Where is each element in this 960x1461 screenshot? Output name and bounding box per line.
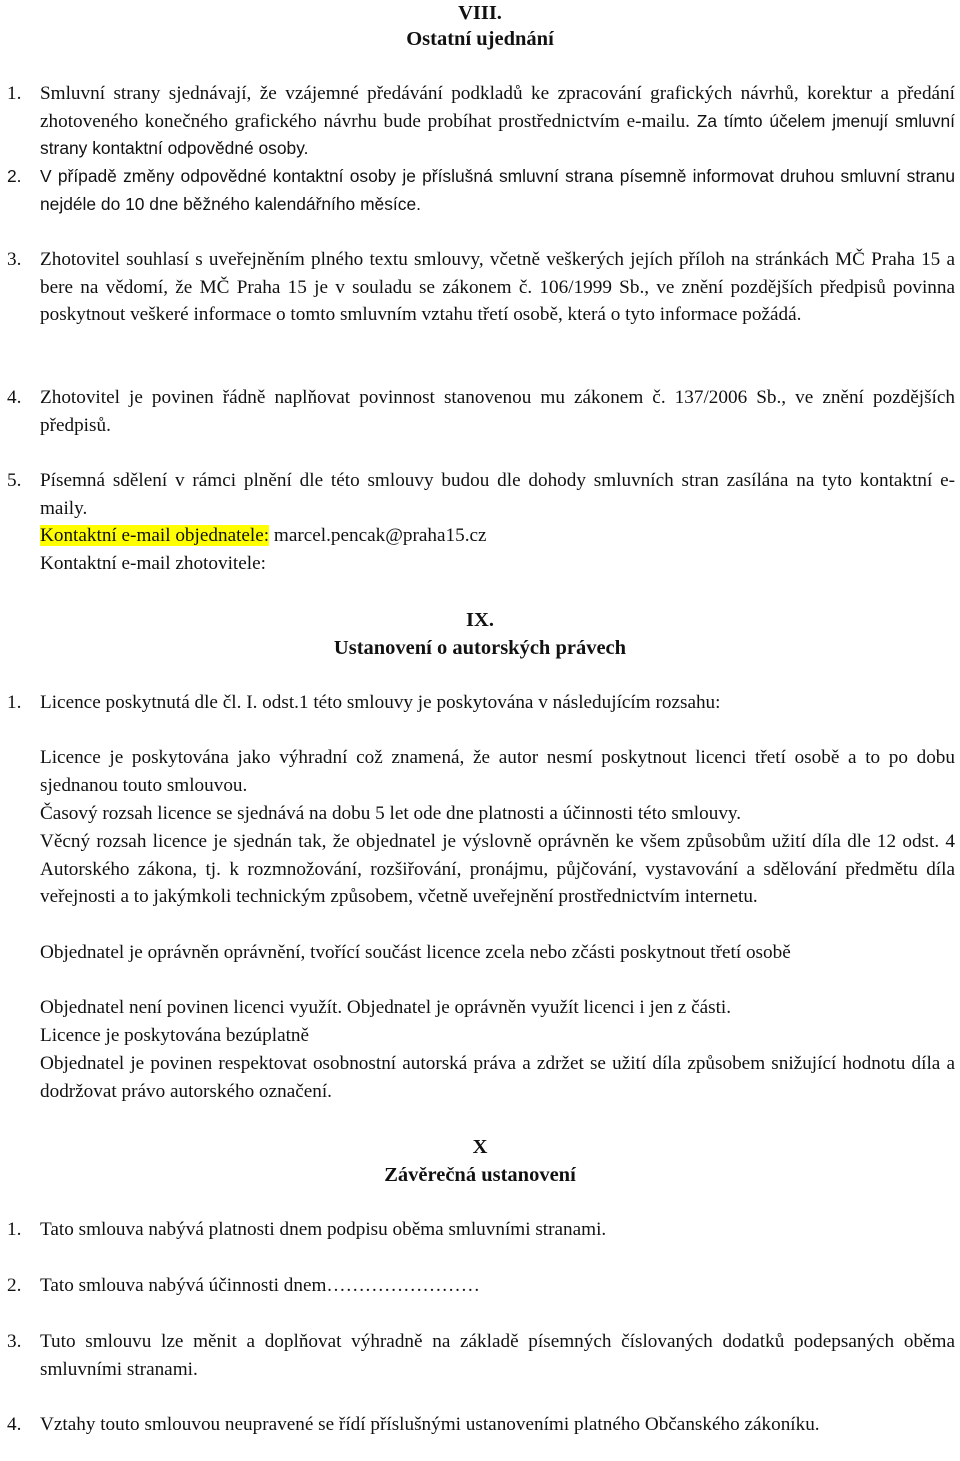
license-paragraph-4: Objednatel je oprávněn oprávnění, tvořící součást licence zcela nebo zčásti poskytnout třetí osobě bbox=[40, 942, 791, 963]
item-number: 4. bbox=[7, 1414, 22, 1435]
item-text: Zhotovitel souhlasí s uveřejněním plného textu smlouvy, včetně veškerých jejích příloh na stránkách MČ Praha 15 a bere na vědomí, že MČ Praha 15 je v souladu se zákonem č. 106/1999 Sb., ve znění pozdějších předpisů povinna poskytnout veškeré informace o tomto smluvním vztahu třetí osobě, která o tyto informace požádá. bbox=[40, 249, 955, 326]
item-text: Zhotovitel je povinen řádně naplňovat povinnost stanovenou mu zákonem č. 137/2006 Sb., ve znění pozdějších předpisů. bbox=[40, 387, 955, 436]
license-paragraph-5: Objednatel není povinen licenci využít. Objednatel je oprávněn využít licenci i jen z části. bbox=[40, 997, 732, 1018]
contact-contractor-label: Kontaktní e-mail zhotovitele: bbox=[40, 552, 266, 574]
item-number: 5. bbox=[7, 470, 22, 491]
item-number: 2. bbox=[7, 166, 22, 186]
item-number: 3. bbox=[7, 1331, 22, 1352]
item-text: Písemná sdělení v rámci plnění dle této smlouvy budou dle dohody smluvních stran zasílána na tyto kontaktní e- maily. bbox=[40, 470, 955, 519]
section-8-number: VIII. bbox=[458, 2, 502, 24]
section-8-item-3 bbox=[7, 246, 955, 329]
section-8-item-2 bbox=[7, 163, 955, 218]
section-9-item-1 bbox=[7, 689, 955, 717]
section-8-item-5 bbox=[7, 467, 955, 577]
section-10-number: X bbox=[472, 1136, 488, 1158]
section-8-item-1 bbox=[7, 80, 955, 163]
item-text: Vztahy touto smlouvou neupravené se řídí příslušnými ustanoveními platného Občanského zákoníku. bbox=[40, 1414, 820, 1435]
section-10-item-4 bbox=[7, 1411, 955, 1439]
section-10-title: Závěrečná ustanovení bbox=[384, 1164, 576, 1186]
license-paragraph-1: Licence je poskytována jako výhradní což znamená, že autor nesmí poskytnout licenci třetí osobě a to po dobu sjednanou touto smlouvou. bbox=[40, 747, 955, 796]
license-paragraph-7: Objednatel je povinen respektovat osobnostní autorská práva a zdržet se užití díla způsobem snižující hodnotu díla a dodržovat právo autorského označení. bbox=[40, 1053, 955, 1102]
section-8-item-4 bbox=[7, 384, 955, 439]
item-text: Tuto smlouvu lze měnit a doplňovat výhradně na základě písemných číslovaných dodatků podepsaných oběma smluvními stranami. bbox=[40, 1331, 955, 1380]
section-10-item-3 bbox=[7, 1328, 955, 1383]
item-number: 4. bbox=[7, 387, 22, 408]
section-9-title: Ustanovení o autorských právech bbox=[333, 637, 627, 659]
contact-client-email: marcel.pencak@praha15.cz bbox=[269, 525, 487, 547]
section-10-item-2 bbox=[7, 1272, 955, 1300]
item-text-continued: Za tímto účelem jmenují smluvní strany kontaktní odpovědné osoby. bbox=[40, 110, 955, 159]
item-number: 1. bbox=[7, 1219, 22, 1240]
item-text: Licence poskytnutá dle čl. I. odst.1 této smlouvy je poskytována v následujícím rozsahu: bbox=[40, 692, 721, 713]
item-text: Tato smlouva nabývá platnosti dnem podpisu oběma smluvními stranami. bbox=[40, 1219, 607, 1240]
section-10-item-1 bbox=[7, 1216, 955, 1244]
contact-client-label: Kontaktní e-mail objednatele: bbox=[40, 525, 270, 547]
item-text: Smluvní strany sjednávají, že vzájemné předávání podkladů ke zpracování grafických návrhů, korektur a předání zhotoveného konečného grafického návrhu bude probíhat prostřednictvím e-mailu. bbox=[40, 83, 955, 132]
contact-client-line bbox=[40, 522, 955, 550]
section-9-number: IX. bbox=[466, 609, 494, 631]
item-number: 1. bbox=[7, 83, 22, 104]
item-number: 1. bbox=[7, 692, 22, 713]
item-number: 3. bbox=[7, 249, 22, 270]
license-paragraph-6: Licence je poskytována bezúplatně bbox=[40, 1025, 310, 1046]
item-text: V případě změny odpovědné kontaktní osoby je příslušná smluvní strana písemně informovat druhou smluvní stranu nejdéle do 10 dne běžného kalendářního měsíce. bbox=[40, 166, 955, 214]
license-paragraph-2: Časový rozsah licence se sjednává na dobu 5 let ode dne platnosti a účinnosti této smlouvy. bbox=[40, 803, 742, 824]
section-8-title: Ostatní ujednání bbox=[406, 28, 554, 50]
license-paragraph-3: Věcný rozsah licence je sjednán tak, že objednatel je výslovně oprávněn ke všem způsobům užití díla dle 12 odst. 4 Autorského zákona, tj. k rozmnožování, rozšiřování, pronájmu, půjčování, vystavování a sdělování předmětu díla veřejnosti a to jakýmkoli technickým způsobem, včetně uveřejnění prostřednictvím internetu. bbox=[40, 831, 955, 908]
item-number: 2. bbox=[7, 1275, 22, 1296]
item-text: Tato smlouva nabývá účinnosti dnem…………………… bbox=[40, 1275, 480, 1296]
